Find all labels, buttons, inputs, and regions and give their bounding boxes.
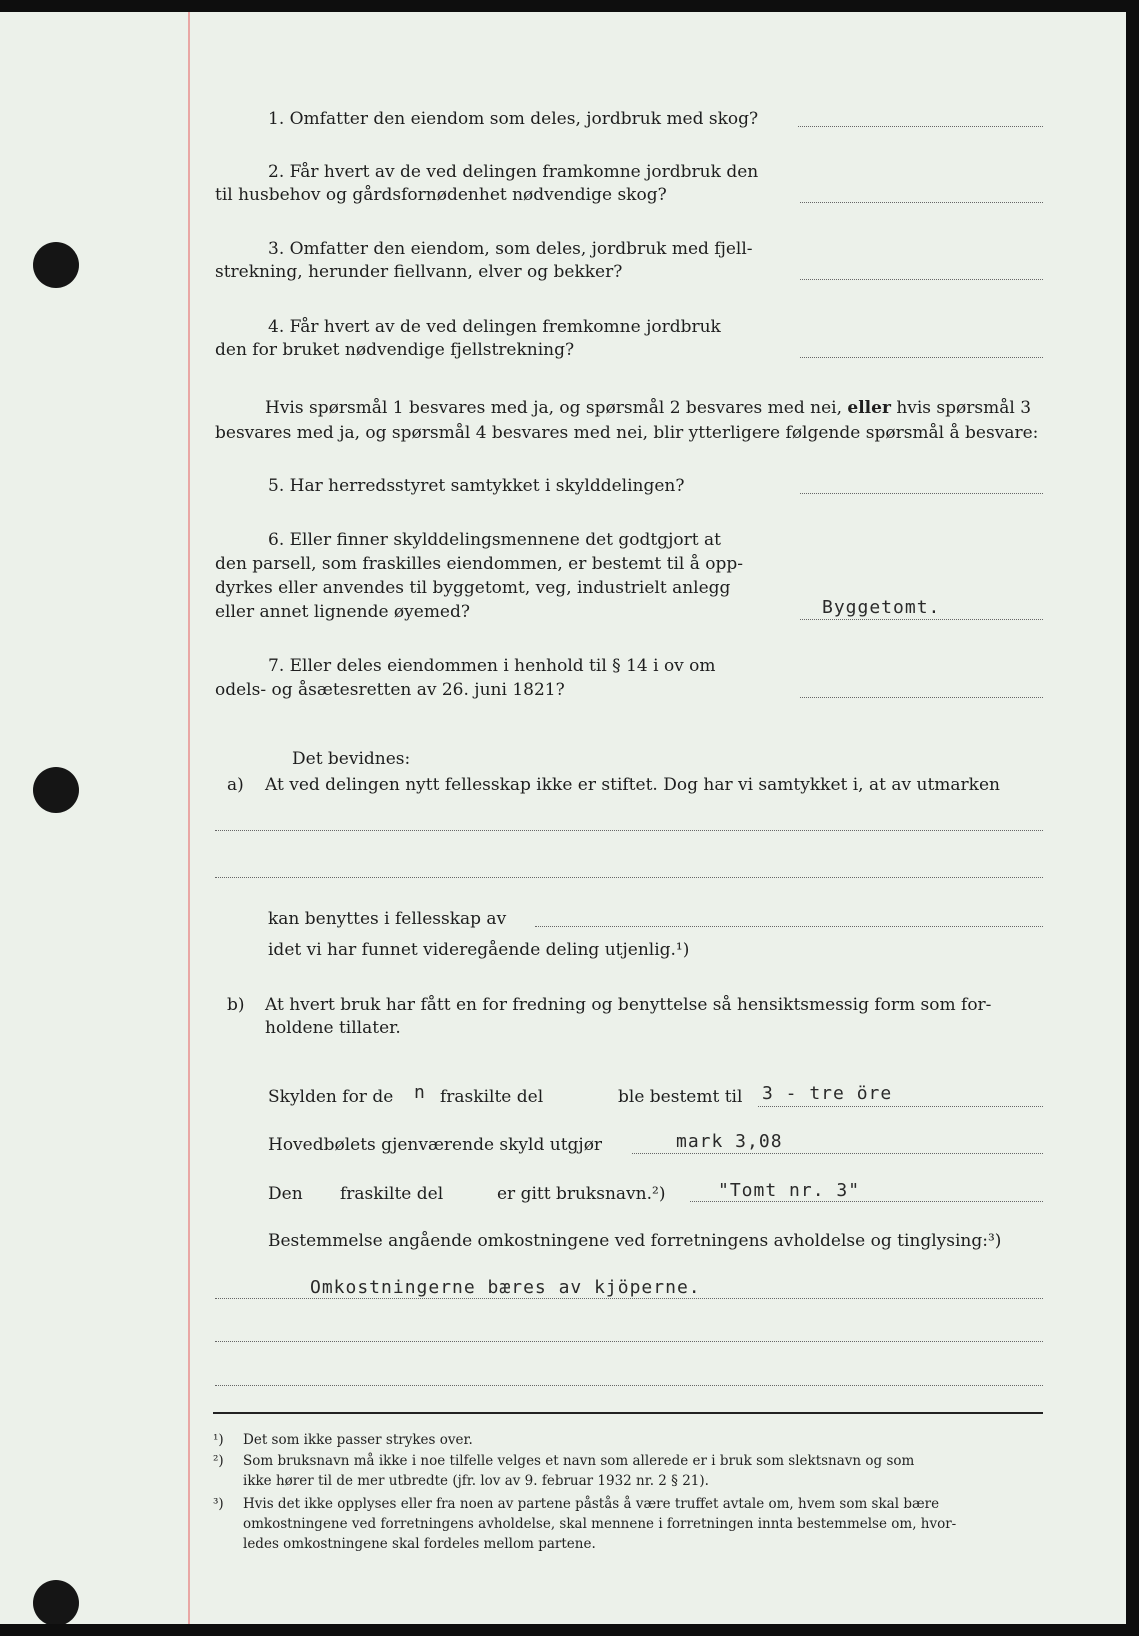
punch-hole-top (33, 242, 79, 288)
answer-line-3[interactable] (800, 279, 1043, 280)
question-7-line2: odels- og åsætesretten av 26. juni 1821? (215, 680, 565, 700)
cost-line-1[interactable] (215, 1298, 1043, 1299)
question-4-line1: 4. Får hvert av de ved delingen fremkomne jordbruk (268, 317, 721, 337)
cost-line-3[interactable] (215, 1385, 1043, 1386)
punch-hole-bottom (33, 1580, 79, 1624)
certification-heading: Det bevidnes: (292, 749, 411, 769)
cert-a-label: a) (227, 775, 244, 795)
bruks-label-2: fraskilte del (340, 1184, 444, 1204)
cert-a-usage-line[interactable] (535, 926, 1043, 927)
hoved-value: mark 3,08 (676, 1131, 783, 1152)
punch-hole-middle (33, 767, 79, 813)
question-1: 1. Omfatter den eiendom som deles, jordbruk med skog? (268, 109, 759, 129)
cost-value: Omkostningerne bæres av kjöperne. (310, 1277, 701, 1298)
skyld-label-2: fraskilte del (440, 1087, 544, 1107)
cost-label: Bestemmelse angående omkostningene ved forretningens avholdelse og tinglysing:³) (268, 1231, 1002, 1251)
margin-line (188, 12, 190, 1624)
hoved-label: Hovedbølets gjenværende skyld utgjør (268, 1135, 603, 1155)
answer-6-typed: Byggetomt. (822, 597, 941, 618)
cert-b-label: b) (227, 995, 245, 1015)
answer-line-5[interactable] (800, 493, 1043, 494)
bruks-value: "Tomt nr. 3" (718, 1180, 861, 1201)
skyld-line[interactable] (758, 1106, 1043, 1107)
answer-line-4[interactable] (800, 357, 1043, 358)
footnote-1: ¹) Det som ikke passer strykes over. (213, 1432, 473, 1448)
cert-a-text: At ved delingen nytt fellesskap ikke er stiftet. Dog har vi samtykket i, at av utmarken (265, 775, 1000, 795)
answer-line-2[interactable] (800, 202, 1043, 203)
question-5: 5. Har herredsstyret samtykket i skylddelingen? (268, 476, 685, 496)
condition-line2: besvares med ja, og spørsmål 4 besvares med nei, blir ytterligere følgende spørsmål å besvare: (215, 423, 1039, 443)
hoved-line[interactable] (632, 1153, 1043, 1154)
footnote-2: ²) Som bruksnavn må ikke i noe tilfelle velges et navn som allerede er i bruk som slektsnavn og som ikke hører til de mer utbredte (jfr. lov av 9. februar 1932 nr. 2 § 21). (213, 1453, 915, 1489)
answer-line-6[interactable] (800, 619, 1043, 620)
skyld-value: 3 - tre öre (762, 1083, 893, 1104)
question-4-line2: den for bruket nødvendige fjellstrekning? (215, 340, 575, 360)
answer-line-1[interactable] (798, 126, 1043, 127)
question-7-line1: 7. Eller deles eiendommen i henhold til § 14 i ov om (268, 656, 716, 676)
condition-line1: Hvis spørsmål 1 besvares med ja, og spørsmål 2 besvares med nei, eller hvis spørsmål 3 (265, 398, 1032, 418)
question-2-line2: til husbehov og gårdsfornødenhet nødvendige skog? (215, 185, 667, 205)
question-3-line2: strekning, herunder fiellvann, elver og bekker? (215, 262, 623, 282)
bruks-label-3: er gitt bruksnavn.²) (497, 1184, 666, 1204)
cert-a-usage: kan benyttes i fellesskap av (268, 909, 507, 929)
cert-a-blank-line-2[interactable] (215, 877, 1043, 878)
question-6-line2: den parsell, som fraskilles eiendommen, er bestemt til å opp- (215, 554, 744, 574)
cert-a-blank-line-1[interactable] (215, 830, 1043, 831)
cert-a-reason: idet vi har funnet videregående deling utjenlig.¹) (268, 940, 690, 960)
bruks-label-1: Den (268, 1184, 303, 1204)
bruks-line[interactable] (690, 1201, 1043, 1202)
answer-line-7[interactable] (800, 697, 1043, 698)
skyld-label-1: Skylden for de (268, 1087, 394, 1107)
skyld-label-3: ble bestemt til (618, 1087, 743, 1107)
question-3-line1: 3. Omfatter den eiendom, som deles, jordbruk med fjell- (268, 239, 753, 259)
footnote-separator (213, 1412, 1043, 1414)
question-2-line1: 2. Får hvert av de ved delingen framkomne jordbruk den (268, 162, 759, 182)
question-6-line1: 6. Eller finner skylddelingsmennene det godtgjort at (268, 530, 721, 550)
question-6-line4: eller annet lignende øyemed? (215, 602, 470, 622)
cost-line-2[interactable] (215, 1341, 1043, 1342)
footnote-3: ³) Hvis det ikke opplyses eller fra noen av partene påstås å være truffet avtale om, hvem som skal bære omkostningene ved forretningens avholdelse, skal mennene i forretningen innta bestemmelse om, hvor- ledes omkostningene skal fordeles mellom partene. (213, 1496, 957, 1552)
skyld-handwritten: n (414, 1082, 426, 1103)
document-page (0, 12, 1126, 1624)
cert-b-line2: holdene tillater. (265, 1018, 401, 1038)
question-6-line3: dyrkes eller anvendes til byggetomt, veg, industrielt anlegg (215, 578, 731, 598)
cert-b-line1: At hvert bruk har fått en for fredning og benyttelse så hensiktsmessig form som for- (265, 995, 992, 1015)
